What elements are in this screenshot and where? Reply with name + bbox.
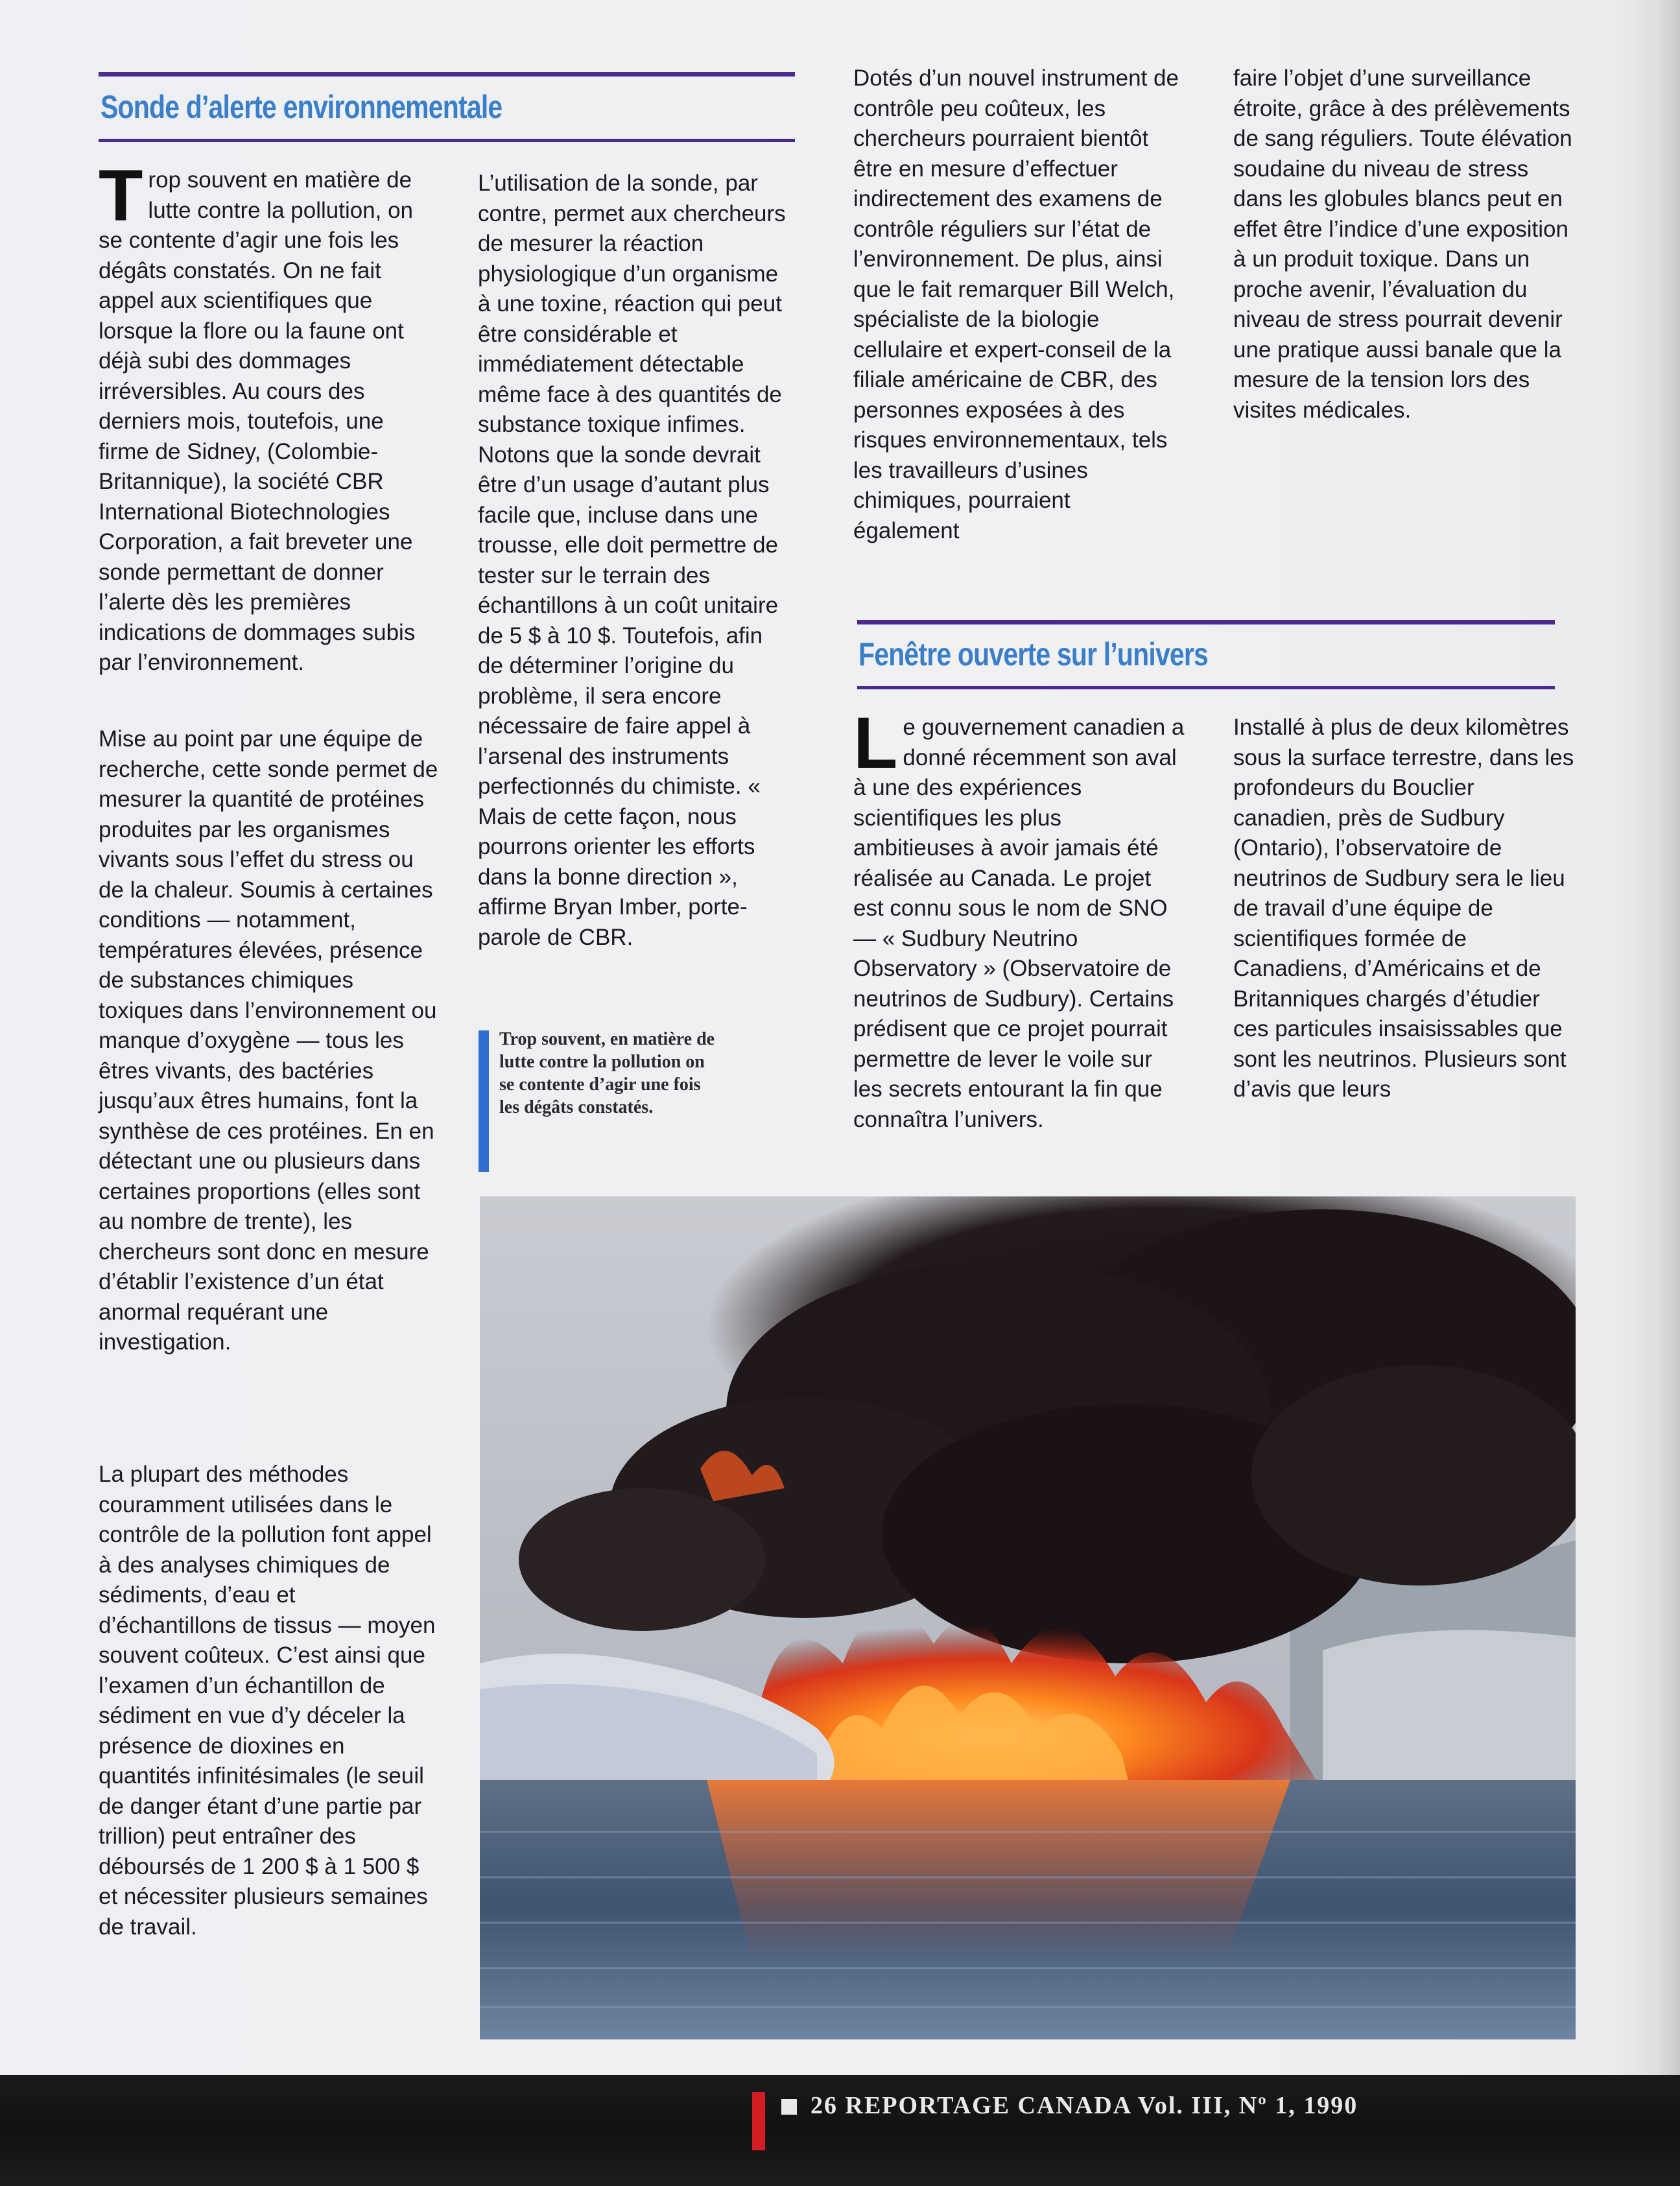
article1-paragraph-5: Dotés d’un nouvel instrument de contrôle peu coûteux, les chercheurs pourraient bientôt être en mesure d’effectuer indirectement des examens de contrôle réguliers sur l’état de l’environnement. De plus, ainsi que le fait remarquer Bill Welch, spécialiste de la biologie cellulaire et expert-conseil de la filiale américaine de CBR, des personnes exposées à des risques environnementaux, tels les travailleurs d’usines chimiques, pourraient également [853,65,1179,543]
article1-paragraph-3: La plupart des méthodes couramment utilisées dans le contrôle de la pollution font appel à des analyses chimiques de sédiments, d’eau et d’échantillons de tissus — moyen souvent coûteux. C’est ainsi que l’examen d’un échantillon de sédiment en vue d’y déceler la présence de dioxines en quantités infinitésimales (le seuil de danger étant d’une partie par trillion) peut entraîner des déboursés de 1 200 $ à 1 500 $ et nécessiter plusieurs semaines de travail. [99,1462,436,1940]
article2-paragraph-1 [853,702,1185,1135]
dropcap: L [853,702,898,783]
article1-headline: Sonde d’alerte environnementale [101,89,503,125]
dropcap: T [99,155,143,236]
oil-fire-on-ice-photo [480,1196,1576,2039]
article1-paragraph-2: Mise au point par une équipe de recherche, cette sonde permet de mesurer la quantité de protéines produites par les organismes vivants sous l’effet du stress ou de la chaleur. Soumis à certaines conditions — notamment, températures élevées, présence de substances chimiques toxiques dans l’environnement ou manque d’oxygène — tous les êtres vivants, des bactéries jusqu’aux êtres humains, font la synthèse de ces protéines. En en détectant une ou plusieurs dans certaines proportions (elles sont au nombre de trente), les chercheurs sont donc en mesure d’établir l’existence d’un état anormal requérant une investigation. [99,726,438,1355]
article2-paragraph-2: Installé à plus de deux kilomètres sous la surface terrestre, dans les profondeurs du Bouclier canadien, près de Sudbury (Ontario), l’observatoire de neutrinos de Sudbury sera le lieu de travail d’une équipe de scientifiques formée de Canadiens, d’Américains et de Britanniques chargés d’étudier ces particules insaisissables que sont les neutrinos. Plusieurs sont d’avis que leurs [1233,715,1574,1102]
article1-paragraph-4: L’utilisation de la sonde, par contre, permet aux chercheurs de mesurer la réaction physiologique d’un organisme à une toxine, réaction qui peut être considérable et immédiatement détectable même face à des quantités de substance toxique infimes. Notons que la sonde devrait être d’un usage d’autant plus facile que, incluse dans une trousse, elle doit permettre de tester sur le terrain des échantillons à un coût unitaire de 5 $ à 10 $. Toutefois, afin de déterminer l’origine du problème, il sera encore nécessaire de faire appel à l’arsenal des instruments perfectionnés du chimiste. « Mais de cette façon, nous pourrons orienter les efforts dans la bonne direction », affirme Bryan Imber, porte-parole de CBR. [478,171,786,950]
article2-paragraph-1-text: e gouvernement canadien a donné récemment son aval à une des expériences scientifiques les plus ambitieuses à avoir jamais été réalisée au Canada. Le projet est connu sous le nom de SNO — « Sudbury Neutrino Observatory » (Observatoire de neutrinos de Sudbury). Certains prédisent que ce projet pourrait permettre de lever le voile sur les secrets entourant la fin que connaîtra l’univers. [853,715,1185,1132]
footer-bullet-square [781,2099,797,2115]
article1-paragraph-1-text: rop souvent en matière de lutte contre la pollution, on se contente d’agir une fois les dégâts constatés. On ne fait appel aux scientifiques que lorsque la flore ou la faune ont déjà subi des dommages irréversibles. Au cours des derniers mois, toutefois, une firme de Sidney, (Colombie-Britannique), la société CBR International Biotechnologies Corporation, a fait breveter une sonde permettant de donner l’alerte dès les premières indications de dommages subis par l’environnement. [99,167,416,675]
footer-folio: 26 REPORTAGE CANADA Vol. III, Nº 1, 1990 [810,2092,1358,2119]
top-rule-article2 [857,620,1555,624]
pullquote: Trop souvent, en matière de lutte contre la pollution on se contente d’agir une fois les dégâts constatés. [499,1029,715,1117]
page-edge [1653,0,1680,2075]
bottom-rule-article1 [99,139,795,142]
article1-paragraph-1 [99,155,439,678]
article1-paragraph-6: faire l’objet d’une surveillance étroite, grâce à des prélèvements de sang réguliers. Toute élévation soudaine du niveau de stress dans les globules blancs peut en effet être l’indice d’une exposition à un produit toxique. Dans un proche avenir, l’évaluation du niveau de stress pourrait devenir une pratique aussi banale que la mesure de la tension lors des visites médicales. [1233,65,1572,423]
pullquote-bar [479,1030,489,1172]
footer-accent-bar [752,2092,765,2150]
bottom-rule-article2 [857,686,1555,689]
article2-headline: Fenêtre ouverte sur l’univers [858,636,1209,672]
photo-illustration [480,1196,1576,2039]
top-rule-article1 [99,72,795,77]
